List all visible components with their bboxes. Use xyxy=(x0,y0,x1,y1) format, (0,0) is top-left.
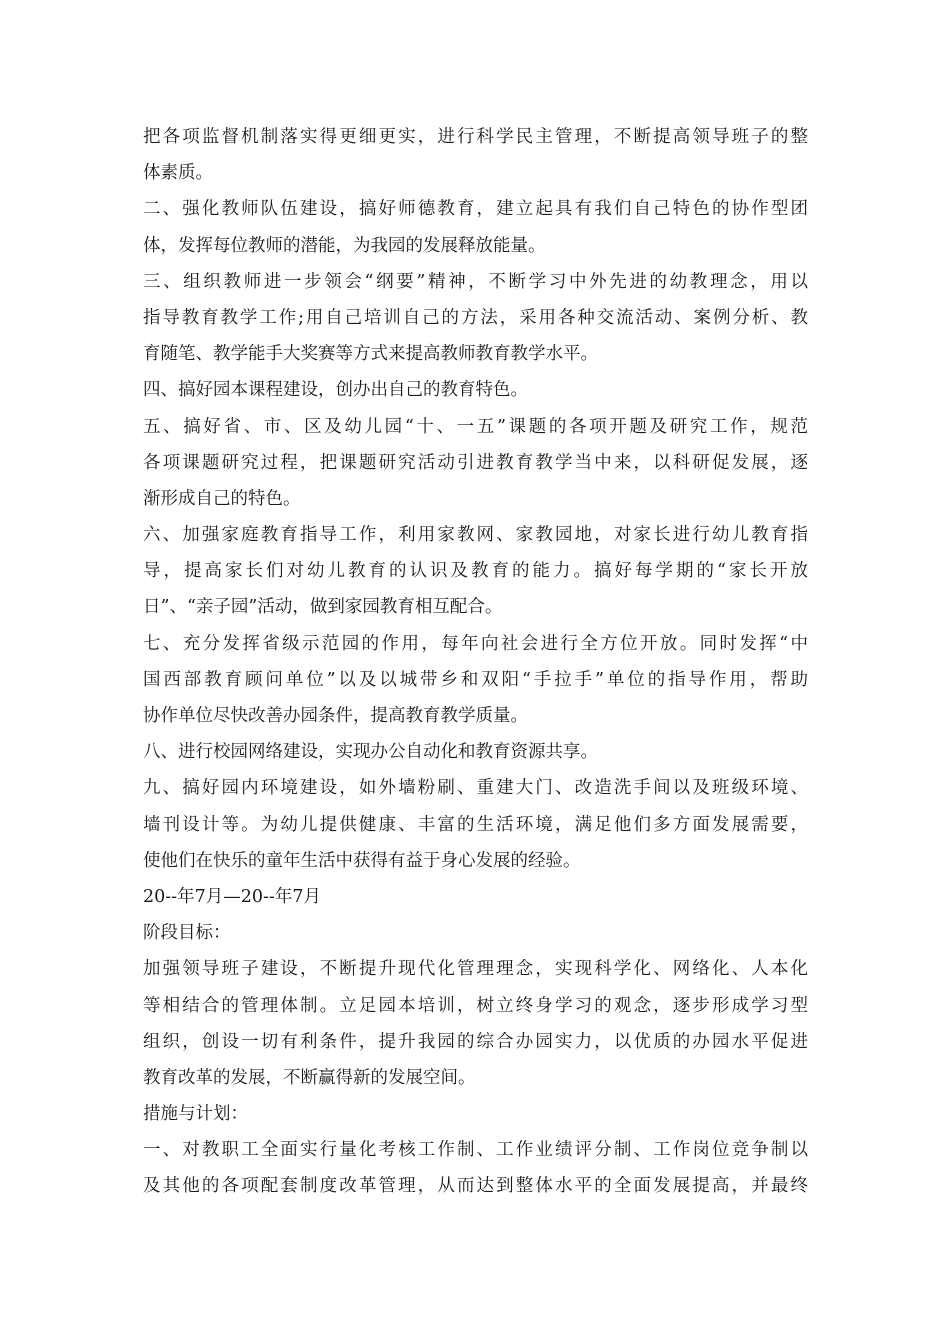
paragraph-line: 育随笔、教学能手大奖赛等方式来提高教师教育教学水平。 xyxy=(143,344,598,365)
section-heading: 措施与计划： xyxy=(143,1104,248,1125)
section-heading: 阶段目标： xyxy=(143,923,231,944)
paragraph-line: 等相结合的管理体制。立足园本培训，树立终身学习的观念，逐步形成学习型 xyxy=(143,995,808,1016)
paragraph-line: 组织，创设一切有利条件，提升我园的综合办园实力，以优质的办园水平促进 xyxy=(143,1031,808,1052)
paragraph-line: 三、组织教师进一步领会“纲要”精神，不断学习中外先进的幼教理念，用以 xyxy=(143,271,808,292)
section-date-range: 20--年7月—20--年7月 xyxy=(143,886,321,907)
paragraph-line: 协作单位尽快改善办园条件，提高教育教学质量。 xyxy=(143,706,528,726)
paragraph-line: 体，发挥每位教师的潜能，为我园的发展释放能量。 xyxy=(143,235,546,256)
paragraph-line: 把各项监督机制落实得更细更实，进行科学民主管理，不断提高领导班子的整 xyxy=(143,127,808,147)
paragraph-line: 导，提高家长们对幼儿教育的认识及教育的能力。搞好每学期的“家长开放 xyxy=(143,561,808,582)
paragraph-line: 各项课题研究过程，把课题研究活动引进教育教学当中来，以科研促发展，逐 xyxy=(143,452,808,473)
paragraph-line: 四、搞好园本课程建设，创办出自己的教育特色。 xyxy=(143,380,528,401)
paragraph-line: 渐形成自己的特色。 xyxy=(143,488,301,509)
paragraph-line: 教育改革的发展，不断赢得新的发展空间。 xyxy=(143,1067,476,1088)
paragraph-line: 一、对教职工全面实行量化考核工作制、工作业绩评分制、工作岗位竞争制以 xyxy=(143,1140,808,1161)
paragraph-line: 二、强化教师队伍建设，搞好师德教育，建立起具有我们自己特色的协作型团 xyxy=(143,199,808,220)
paragraph-line: 八、进行校园网络建设，实现办公自动化和教育资源共享。 xyxy=(143,742,598,763)
paragraph-line: 指导教育教学工作;用自己培训自己的方法，采用各种交流活动、案例分析、教 xyxy=(143,307,808,328)
paragraph-line: 墙刊设计等。为幼儿提供健康、丰富的生活环境，满足他们多方面发展需要， xyxy=(143,814,808,835)
paragraph-line: 使他们在快乐的童年生活中获得有益于身心发展的经验。 xyxy=(143,850,581,871)
paragraph-line: 六、加强家庭教育指导工作，利用家教网、家教园地，对家长进行幼儿教育指 xyxy=(143,525,808,546)
document-body xyxy=(143,119,808,1205)
paragraph-line: 五、搞好省、市、区及幼儿园“十、一五”课题的各项开题及研究工作，规范 xyxy=(143,416,808,437)
paragraph-line: 七、充分发挥省级示范园的作用，每年向社会进行全方位开放。同时发挥“中 xyxy=(143,633,808,654)
paragraph-line: 及其他的各项配套制度改革管理，从而达到整体水平的全面发展提高，并最终 xyxy=(143,1176,808,1197)
paragraph-line: 日”、“亲子园”活动，做到家园教育相互配合。 xyxy=(143,597,503,618)
paragraph-line: 国西部教育顾问单位”以及以城带乡和双阳“手拉手”单位的指导作用，帮助 xyxy=(143,669,808,690)
paragraph-line: 加强领导班子建设，不断提升现代化管理理念，实现科学化、网络化、人本化 xyxy=(143,959,808,980)
paragraph-line: 九、搞好园内环境建设，如外墙粉刷、重建大门、改造洗手间以及班级环境、 xyxy=(143,778,808,799)
paragraph-line: 体素质。 xyxy=(143,163,213,184)
